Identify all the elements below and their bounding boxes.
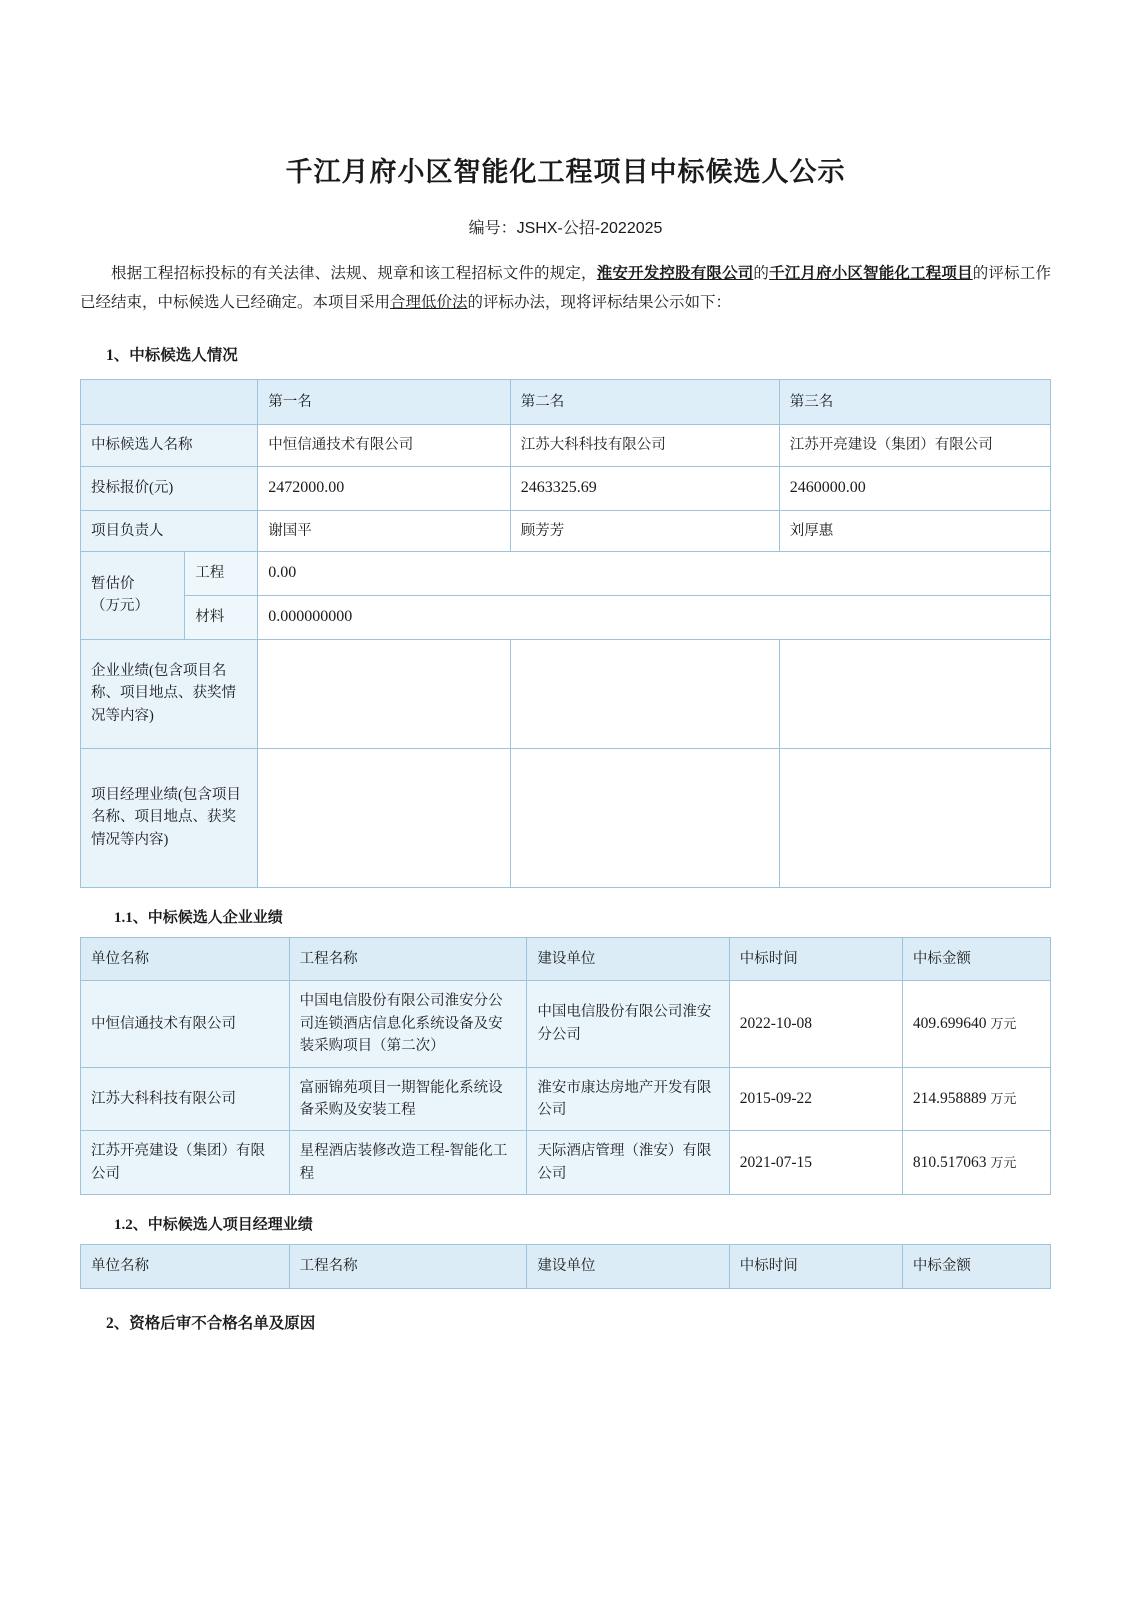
project-manager-first: 谢国平 — [258, 510, 510, 551]
table-row — [81, 1067, 1051, 1131]
row-label-manager-performance: 项目经理业绩(包含项目名称、项目地点、获奖情况等内容) — [81, 748, 258, 887]
section-1-2-heading: 1.2、中标候选人项目经理业绩 — [114, 1217, 313, 1234]
table-row-candidate-name — [81, 425, 1051, 466]
cell-owner: 淮安市康达房地产开发有限公司 — [527, 1067, 729, 1131]
cell-project: 星程酒店装修改造工程-智能化工程 — [289, 1131, 527, 1195]
cell-amount — [902, 981, 1050, 1067]
bid-price-second: 2463325.69 — [510, 466, 779, 510]
rank-header-third: 第三名 — [779, 380, 1050, 425]
col-header-unit: 单位名称 — [81, 937, 290, 980]
bid-price-third: 2460000.00 — [779, 466, 1050, 510]
cell-amount-unit: 万元 — [990, 1154, 1017, 1170]
cell-amount-unit: 万元 — [990, 1015, 1017, 1031]
table-row-project-manager — [81, 510, 1051, 551]
cell-unit: 江苏开亮建设（集团）有限公司 — [81, 1131, 290, 1195]
table-row-manager-performance-blank — [81, 748, 1051, 887]
intro-text-1: 根据工程招标投标的有关法律、法规、规章和该工程招标文件的规定， — [111, 265, 597, 282]
table-row — [81, 981, 1051, 1067]
cell-amount — [902, 1067, 1050, 1131]
table-row — [81, 1131, 1051, 1195]
intro-organization: 淮安开发控股有限公司 — [596, 265, 754, 282]
cell-project: 富丽锦苑项目一期智能化系统设备采购及安装工程 — [289, 1067, 527, 1131]
col-header-unit: 单位名称 — [81, 1245, 290, 1288]
cell-amount-value: 214.958889 — [912, 1090, 987, 1107]
row-label-project-manager: 项目负责人 — [81, 510, 258, 551]
cell-owner: 中国电信股份有限公司淮安分公司 — [527, 981, 729, 1067]
cell-amount-value: 409.699640 — [912, 1014, 987, 1032]
row-label-candidate-name: 中标候选人名称 — [81, 425, 258, 466]
estimate-value-engineering: 0.00 — [258, 552, 1051, 596]
cell-project: 中国电信股份有限公司淮安分公司连锁酒店信息化系统设备及安装采购项目（第二次） — [289, 981, 527, 1067]
cell-owner: 天际酒店管理（淮安）有限公司 — [527, 1131, 729, 1195]
table-header-row — [81, 937, 1051, 980]
col-header-date: 中标时间 — [729, 1245, 902, 1288]
enterprise-performance-second — [510, 639, 779, 748]
estimate-value-material: 0.000000000 — [258, 595, 1051, 639]
rank-header-first: 第一名 — [258, 380, 510, 425]
row-label-bid-price: 投标报价(元) — [81, 466, 258, 510]
enterprise-performance-table — [80, 937, 1051, 1196]
cell-date: 2015-09-22 — [729, 1067, 902, 1131]
estimate-label-line2: （万元） — [91, 598, 149, 615]
manager-performance-third — [779, 748, 1050, 887]
col-header-amount: 中标金额 — [902, 1245, 1050, 1288]
table-header-row — [81, 1245, 1051, 1288]
manager-performance-table — [80, 1244, 1051, 1288]
section-1-1-heading: 1.1、中标候选人企业业绩 — [114, 909, 283, 926]
rank-header-second: 第二名 — [510, 380, 779, 425]
cell-amount-unit: 万元 — [990, 1091, 1017, 1106]
estimate-sub-engineering: 工程 — [185, 552, 258, 596]
page-title: 千江月府小区智能化工程项目中标候选人公示 — [285, 157, 846, 187]
enterprise-performance-first — [258, 639, 510, 748]
manager-performance-first — [258, 748, 510, 887]
cell-amount-value: 810.517063 — [912, 1153, 987, 1171]
estimate-sub-material: 材料 — [185, 595, 258, 639]
intro-paragraph — [80, 260, 1051, 317]
cell-unit: 江苏大科科技有限公司 — [81, 1067, 290, 1131]
col-header-amount: 中标金额 — [902, 937, 1050, 980]
row-label-estimate — [81, 552, 185, 640]
candidate-table — [80, 379, 1051, 887]
intro-text-2: 的 — [753, 265, 770, 282]
section-1-heading: 1、中标候选人情况 — [106, 347, 238, 365]
candidate-name-third: 江苏开亮建设（集团）有限公司 — [779, 425, 1050, 466]
row-label-enterprise-performance: 企业业绩(包含项目名称、项目地点、获奖情况等内容) — [81, 639, 258, 748]
manager-performance-second — [510, 748, 779, 887]
cell-unit: 中恒信通技术有限公司 — [81, 981, 290, 1067]
intro-project-name: 千江月府小区智能化工程项目 — [769, 265, 973, 282]
table-row-enterprise-performance-blank — [81, 639, 1051, 748]
enterprise-performance-third — [779, 639, 1050, 748]
cell-date: 2022-10-08 — [729, 981, 902, 1067]
col-header-project: 工程名称 — [289, 1245, 527, 1288]
project-manager-third: 刘厚惠 — [779, 510, 1050, 551]
table-row-rank-header — [81, 380, 1051, 425]
table-row-estimate-engineering — [81, 552, 1051, 596]
table-row-bid-price — [81, 466, 1051, 510]
intro-text-4: 的评标办法，现将评标结果公示如下： — [467, 293, 732, 311]
col-header-owner: 建设单位 — [527, 1245, 729, 1288]
col-header-date: 中标时间 — [729, 937, 902, 980]
cell-date: 2021-07-15 — [729, 1131, 902, 1195]
project-manager-second: 顾芳芳 — [510, 510, 779, 551]
col-header-project: 工程名称 — [289, 937, 527, 980]
document-number: 编号：JSHX-公招-2022025 — [468, 220, 663, 237]
bid-price-first: 2472000.00 — [258, 466, 510, 510]
intro-text-3: 的评标工作已经结束，中标候选人已经确定。本项目采用 — [80, 265, 1051, 311]
col-header-owner: 建设单位 — [527, 937, 729, 980]
rank-header-blank — [81, 380, 258, 425]
candidate-name-second: 江苏大科科技有限公司 — [510, 425, 779, 466]
intro-evaluation-method: 合理低价法 — [390, 293, 468, 311]
estimate-label-line1: 暂估价 — [91, 575, 135, 592]
table-row-estimate-material — [81, 595, 1051, 639]
section-2-heading: 2、资格后审不合格名单及原因 — [106, 1314, 316, 1332]
cell-amount — [902, 1131, 1050, 1195]
candidate-name-first: 中恒信通技术有限公司 — [258, 425, 510, 466]
